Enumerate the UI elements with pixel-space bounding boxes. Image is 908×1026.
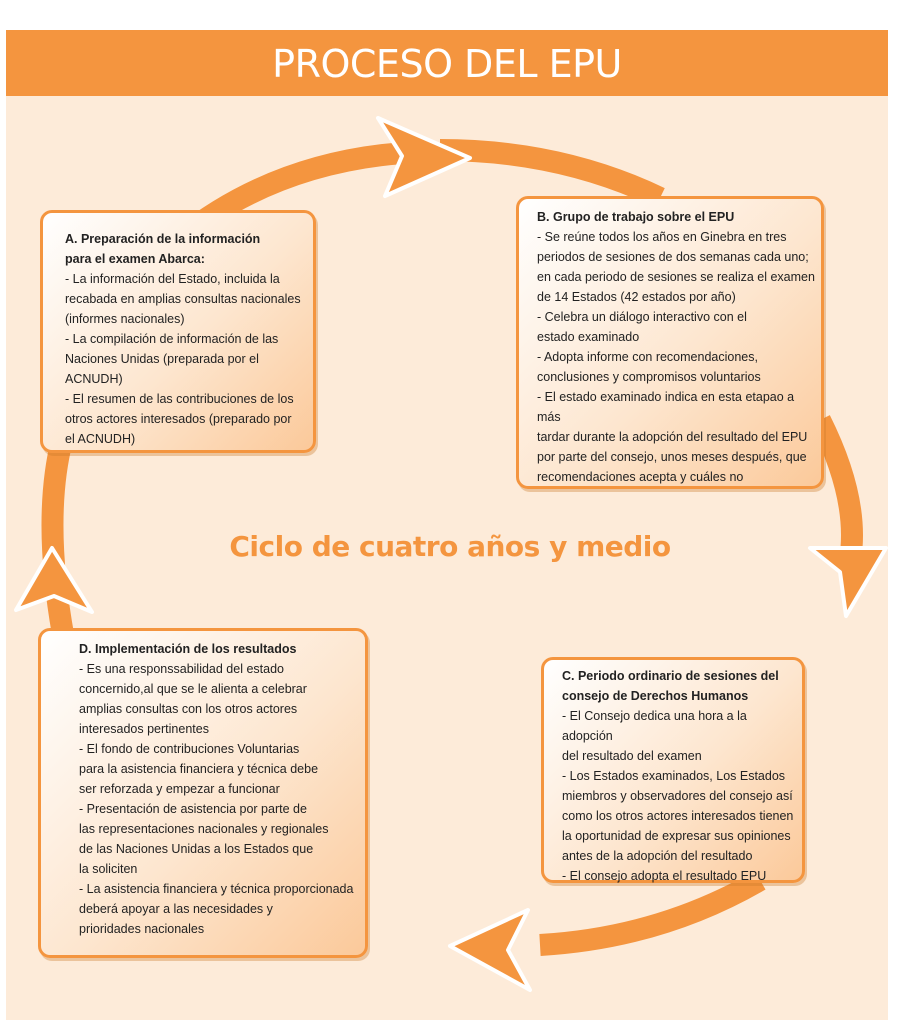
stage-c-heading-2: consejo de Derechos Humanos: [562, 689, 749, 703]
stage-d-line: las representaciones nacionales y regionales: [79, 822, 329, 836]
stage-b-line: - Celebra un diálogo interactivo con el: [537, 310, 747, 324]
page-title: PROCESO DEL EPU: [6, 30, 888, 96]
stage-d-line: - Es una responssabilidad del estado: [79, 662, 284, 676]
stage-c-line: miembros y observadores del consejo así: [562, 789, 793, 803]
stage-a-line: - El resumen de las contribuciones de los: [65, 392, 294, 406]
stage-b-line: - El estado examinado indica en esta etapao a más: [537, 390, 795, 424]
cycle-arc-d-to-a: [52, 440, 64, 640]
stage-a-heading-1: A. Preparación de la información: [65, 232, 261, 246]
stage-d-line: para la asistencia financiera y técnica debe: [79, 762, 319, 776]
stage-d-line: interesados pertinentes: [79, 722, 209, 736]
arrowhead-right-icon: [810, 548, 886, 616]
stage-c-line: la oportunidad de expresar sus opiniones: [562, 829, 791, 843]
stage-d-line: ser reforzada y empezar a funcionar: [79, 782, 280, 796]
stage-a-line: el ACNUDH): [65, 432, 136, 446]
stage-b-line: recomendaciones acepta y cuáles no: [537, 470, 744, 484]
arrowhead-bottom-icon: [450, 910, 530, 990]
stage-d-heading: D. Implementación de los resultados: [79, 642, 297, 656]
stage-d-line: la soliciten: [79, 862, 138, 876]
stage-b-line: conclusiones y compromisos voluntarios: [537, 370, 761, 384]
stage-a-box: [40, 210, 316, 453]
stage-b-line: de 14 Estados (42 estados por año): [537, 290, 736, 304]
stage-d-line: concernido,al que se le alienta a celebrar: [79, 682, 307, 696]
stage-b-line: por parte del consejo, unos meses después, que: [537, 450, 807, 464]
stage-d-line: amplias consultas con los otros actores: [79, 702, 298, 716]
stage-c-line: - El Consejo dedica una hora a la adopción: [562, 709, 747, 743]
stage-d-line: - Presentación de asistencia por parte de: [79, 802, 307, 816]
stage-b-line: periodos de sesiones de dos semanas cada uno;: [537, 250, 809, 264]
stage-a-heading-2: para el examen Abarca:: [65, 252, 205, 266]
stage-a-line: (informes nacionales): [65, 312, 185, 326]
stage-b-line: tardar durante la adopción del resultado del EPU: [537, 430, 808, 444]
stage-a-line: - La información del Estado, incluida la: [65, 272, 280, 286]
stage-a-line: otros actores interesados (preparado por: [65, 412, 292, 426]
stage-a-line: recabada en amplias consultas nacionales: [65, 292, 301, 306]
stage-c-line: - El consejo adopta el resultado EPU: [562, 869, 767, 883]
stage-b-line: - Adopta informe con recomendaciones,: [537, 350, 758, 364]
stage-b-heading: B. Grupo de trabajo sobre el EPU: [537, 210, 735, 224]
stage-c-line: antes de la adopción del resultado: [562, 849, 753, 863]
stage-a-line: - La compilación de información de las: [65, 332, 279, 346]
stage-b-line: estado examinado: [537, 330, 640, 344]
stage-c-box: [541, 657, 805, 883]
stage-c-line: del resultado del examen: [562, 749, 702, 763]
cycle-center-label: Ciclo de cuatro años y medio: [229, 530, 671, 563]
stage-d-line: - El fondo de contribuciones Voluntarias: [79, 742, 300, 756]
stage-d-line: deberá apoyar a las necesidades y: [79, 902, 273, 916]
stage-d-line: - La asistencia financiera y técnica proporcionada: [79, 882, 354, 896]
stage-c-line: - Los Estados examinados, Los Estados: [562, 769, 786, 783]
stage-c-line: como los otros actores interesados tienen: [562, 809, 794, 823]
stage-c-heading-1: C. Periodo ordinario de sesiones del: [562, 669, 779, 683]
stage-b-line: - Se reúne todos los años en Ginebra en tres: [537, 230, 787, 244]
stage-d-line: prioridades nacionales: [79, 922, 205, 936]
stage-d-box: [38, 628, 368, 958]
cycle-arc-c-to-d: [540, 880, 760, 945]
stage-d-line: de las Naciones Unidas a los Estados que: [79, 842, 314, 856]
stage-b-line: en cada periodo de sesiones se realiza el examen: [537, 270, 815, 284]
stage-a-line: Naciones Unidas (preparada por el ACNUDH): [65, 352, 259, 386]
stage-b-box: [516, 196, 824, 489]
